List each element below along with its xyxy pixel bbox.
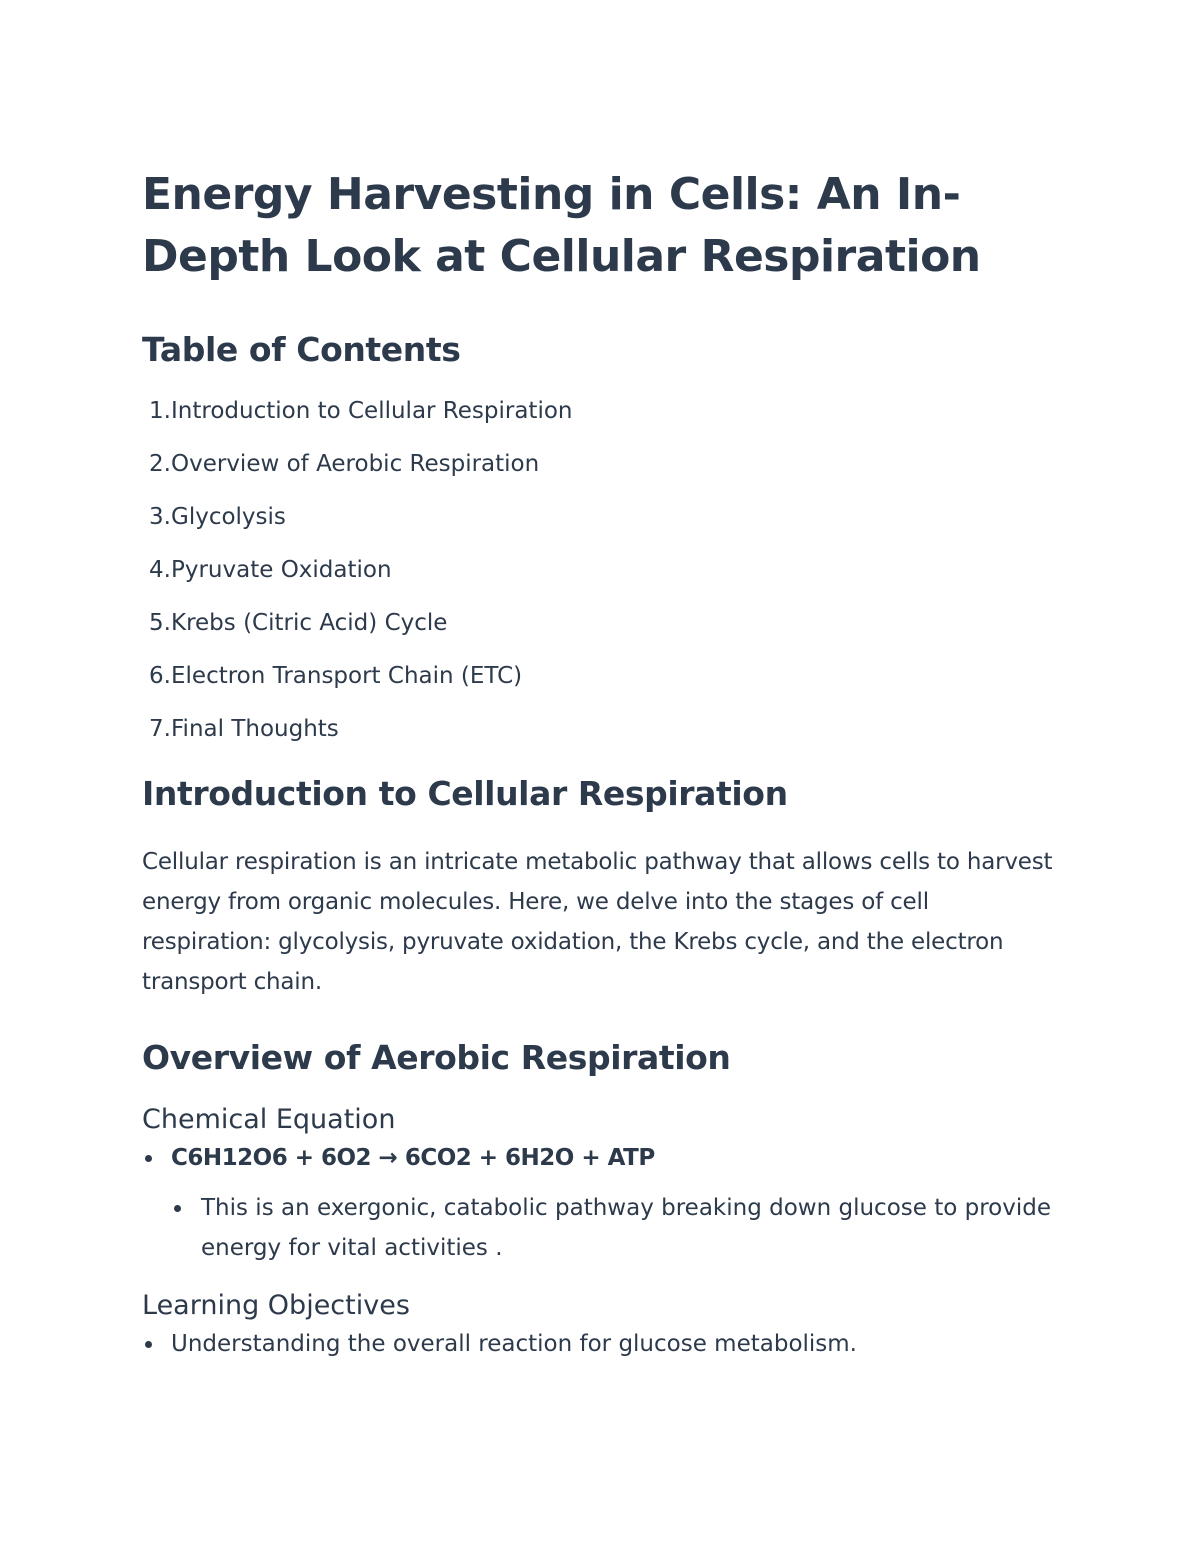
chemical-equation-heading: Chemical Equation — [142, 1104, 396, 1135]
toc-heading: Table of Contents — [142, 330, 461, 369]
toc-item-label: Pyruvate Oxidation — [171, 557, 392, 583]
toc-item-label: Introduction to Cellular Respiration — [171, 398, 573, 424]
toc-item — [142, 555, 1060, 585]
introduction-paragraph: Cellular respiration is an intricate metabolic pathway that allows cells to harvest energy from organic molecules. Here, we delve into the stages of cell respiration: glycolysis, pyruvate oxidation, the Krebs cycle, and the electron transport chain. — [142, 849, 1053, 995]
equation-list-item — [142, 1138, 1060, 1268]
toc-item-number: 4. — [149, 557, 171, 583]
toc-item — [142, 714, 1060, 744]
table-of-contents — [142, 396, 1060, 744]
overview-heading: Overview of Aerobic Respiration — [142, 1038, 731, 1077]
toc-item-number: 5. — [149, 610, 171, 636]
bullet-icon — [145, 1155, 152, 1162]
toc-item — [142, 502, 1060, 532]
equation-sub-list — [171, 1188, 1060, 1268]
toc-item-label: Glycolysis — [171, 504, 286, 530]
toc-item — [142, 449, 1060, 479]
toc-item-label: Krebs (Citric Acid) Cycle — [171, 610, 448, 636]
toc-item-number: 6. — [149, 663, 171, 689]
toc-item-label: Electron Transport Chain (ETC) — [171, 663, 523, 689]
introduction-heading: Introduction to Cellular Respiration — [142, 774, 788, 813]
chemical-equation: C6H12O6 + 6O2 → 6CO2 + 6H2O + ATP — [171, 1145, 655, 1171]
bullet-icon — [174, 1205, 181, 1212]
equation-sub-item — [171, 1188, 1060, 1268]
toc-item — [142, 396, 1060, 426]
learning-objective-item — [142, 1324, 1060, 1364]
learning-objectives-list — [142, 1324, 1060, 1364]
equation-list — [142, 1138, 1060, 1268]
toc-item — [142, 661, 1060, 691]
toc-item-number: 1. — [149, 398, 171, 424]
learning-objectives-heading: Learning Objectives — [142, 1290, 410, 1321]
toc-item-number: 7. — [149, 716, 171, 742]
toc-item-label: Final Thoughts — [171, 716, 339, 742]
toc-item-number: 2. — [149, 451, 171, 477]
toc-item — [142, 608, 1060, 638]
equation-description: This is an exergonic, catabolic pathway breaking down glucose to provide energy for vital activities . — [201, 1195, 1051, 1261]
learning-objective-text: Understanding the overall reaction for glucose metabolism. — [171, 1331, 857, 1357]
toc-item-label: Overview of Aerobic Respiration — [171, 451, 540, 477]
toc-item-number: 3. — [149, 504, 171, 530]
bullet-icon — [145, 1341, 152, 1348]
document-title: Energy Harvesting in Cells: An In-Depth Look at Cellular Respiration — [142, 169, 981, 282]
